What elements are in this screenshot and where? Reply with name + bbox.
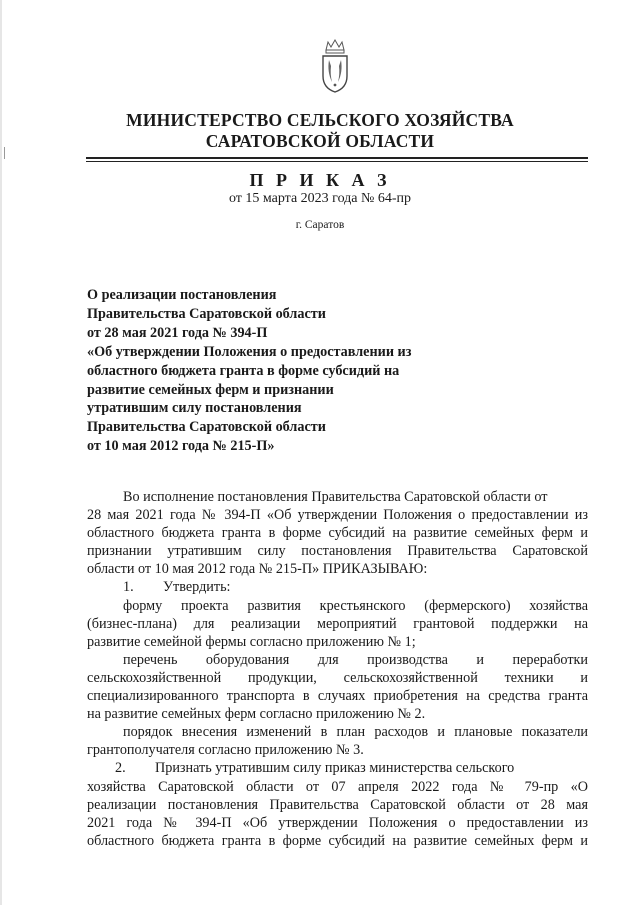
city: г. Саратов — [295, 219, 345, 231]
subject-line: от 28 мая 2021 года № 394-П — [87, 324, 268, 341]
body-line: сельскохозяйственной продукции, сельскохозяйственной техники и — [87, 669, 588, 686]
item-text: Утвердить: — [163, 579, 231, 596]
body-line: порядок внесения изменений в план расходов и плановые показатели — [123, 724, 588, 741]
subject-line: О реализации постановления — [87, 287, 277, 303]
order-date: от 15 марта 2023 года № 64-пр — [228, 191, 412, 206]
body-line: реализации постановления Правительства Саратовской области от 28 мая — [87, 796, 588, 813]
header-rule-thin — [86, 161, 588, 162]
subject-line: от 10 мая 2012 года № 215-П» — [87, 438, 275, 455]
item-number: 2. — [115, 760, 126, 777]
body-line: форму проекта развития крестьянского (фермерского) хозяйства — [123, 597, 588, 614]
item-2 — [87, 759, 588, 777]
item-1 — [87, 578, 588, 596]
order-title: П Р И К А З — [249, 170, 391, 190]
body-line: 28 мая 2021 года № 394-П «Об утверждении Положения о предоставлении из — [87, 507, 588, 524]
subject-line: развитие семейных ферм и признании — [87, 381, 334, 398]
body-line: специализированного транспорта в случаях приобретения на средства гранта — [87, 688, 588, 705]
item-number: 1. — [123, 579, 134, 596]
subject-line: областного бюджета гранта в форме субсидий на — [87, 362, 400, 379]
body-line: 2021 года № 394-П «Об утверждении Положения о предоставлении из — [87, 814, 588, 831]
ministry-name-line2: САРАТОВСКОЙ ОБЛАСТИ — [205, 131, 435, 151]
ministry-name-line1: МИНИСТЕРСТВО СЕЛЬСКОГО ХОЗЯЙСТВА — [126, 110, 514, 130]
item-text: Признать утратившим силу приказ министерства сельского — [155, 760, 515, 777]
order-body — [87, 488, 588, 850]
header-rule-thick — [86, 157, 588, 159]
body-line: грантополучателя согласно приложению № 3. — [87, 742, 364, 759]
body-line: хозяйства Саратовской области от 07 апреля 2022 года № 79-пр «О — [87, 778, 588, 795]
subject-line: «Об утверждении Положения о предоставлении из — [87, 343, 412, 360]
body-line: на развитие семейных ферм согласно приложению № 2. — [87, 706, 426, 723]
order-subject — [87, 286, 487, 456]
body-line: областного бюджета гранта в форме субсидий на развитие семейных ферм и — [87, 832, 588, 849]
body-line: (бизнес-плана) для реализации мероприятий грантовой поддержки на — [87, 615, 588, 632]
body-line: областного бюджета гранта в форме субсидий на развитие семейных ферм и — [87, 525, 588, 542]
subject-line: Правительства Саратовской области — [87, 419, 326, 436]
body-line: развитие семейной фермы согласно приложению № 1; — [87, 633, 416, 650]
subject-line: Правительства Саратовской области — [87, 305, 326, 322]
subject-line: утратившим силу постановления — [87, 400, 302, 417]
body-line: Во исполнение постановления Правительства Саратовской области от — [123, 489, 548, 505]
body-line: признании утратившим силу постановления Правительства Саратовской — [87, 543, 588, 560]
coat-of-arms-icon — [318, 38, 352, 94]
body-line: перечень оборудования для производства и переработки — [123, 651, 588, 668]
body-line: области от 10 мая 2012 года № 215-П» ПРИКАЗЫВАЮ: — [87, 561, 428, 578]
